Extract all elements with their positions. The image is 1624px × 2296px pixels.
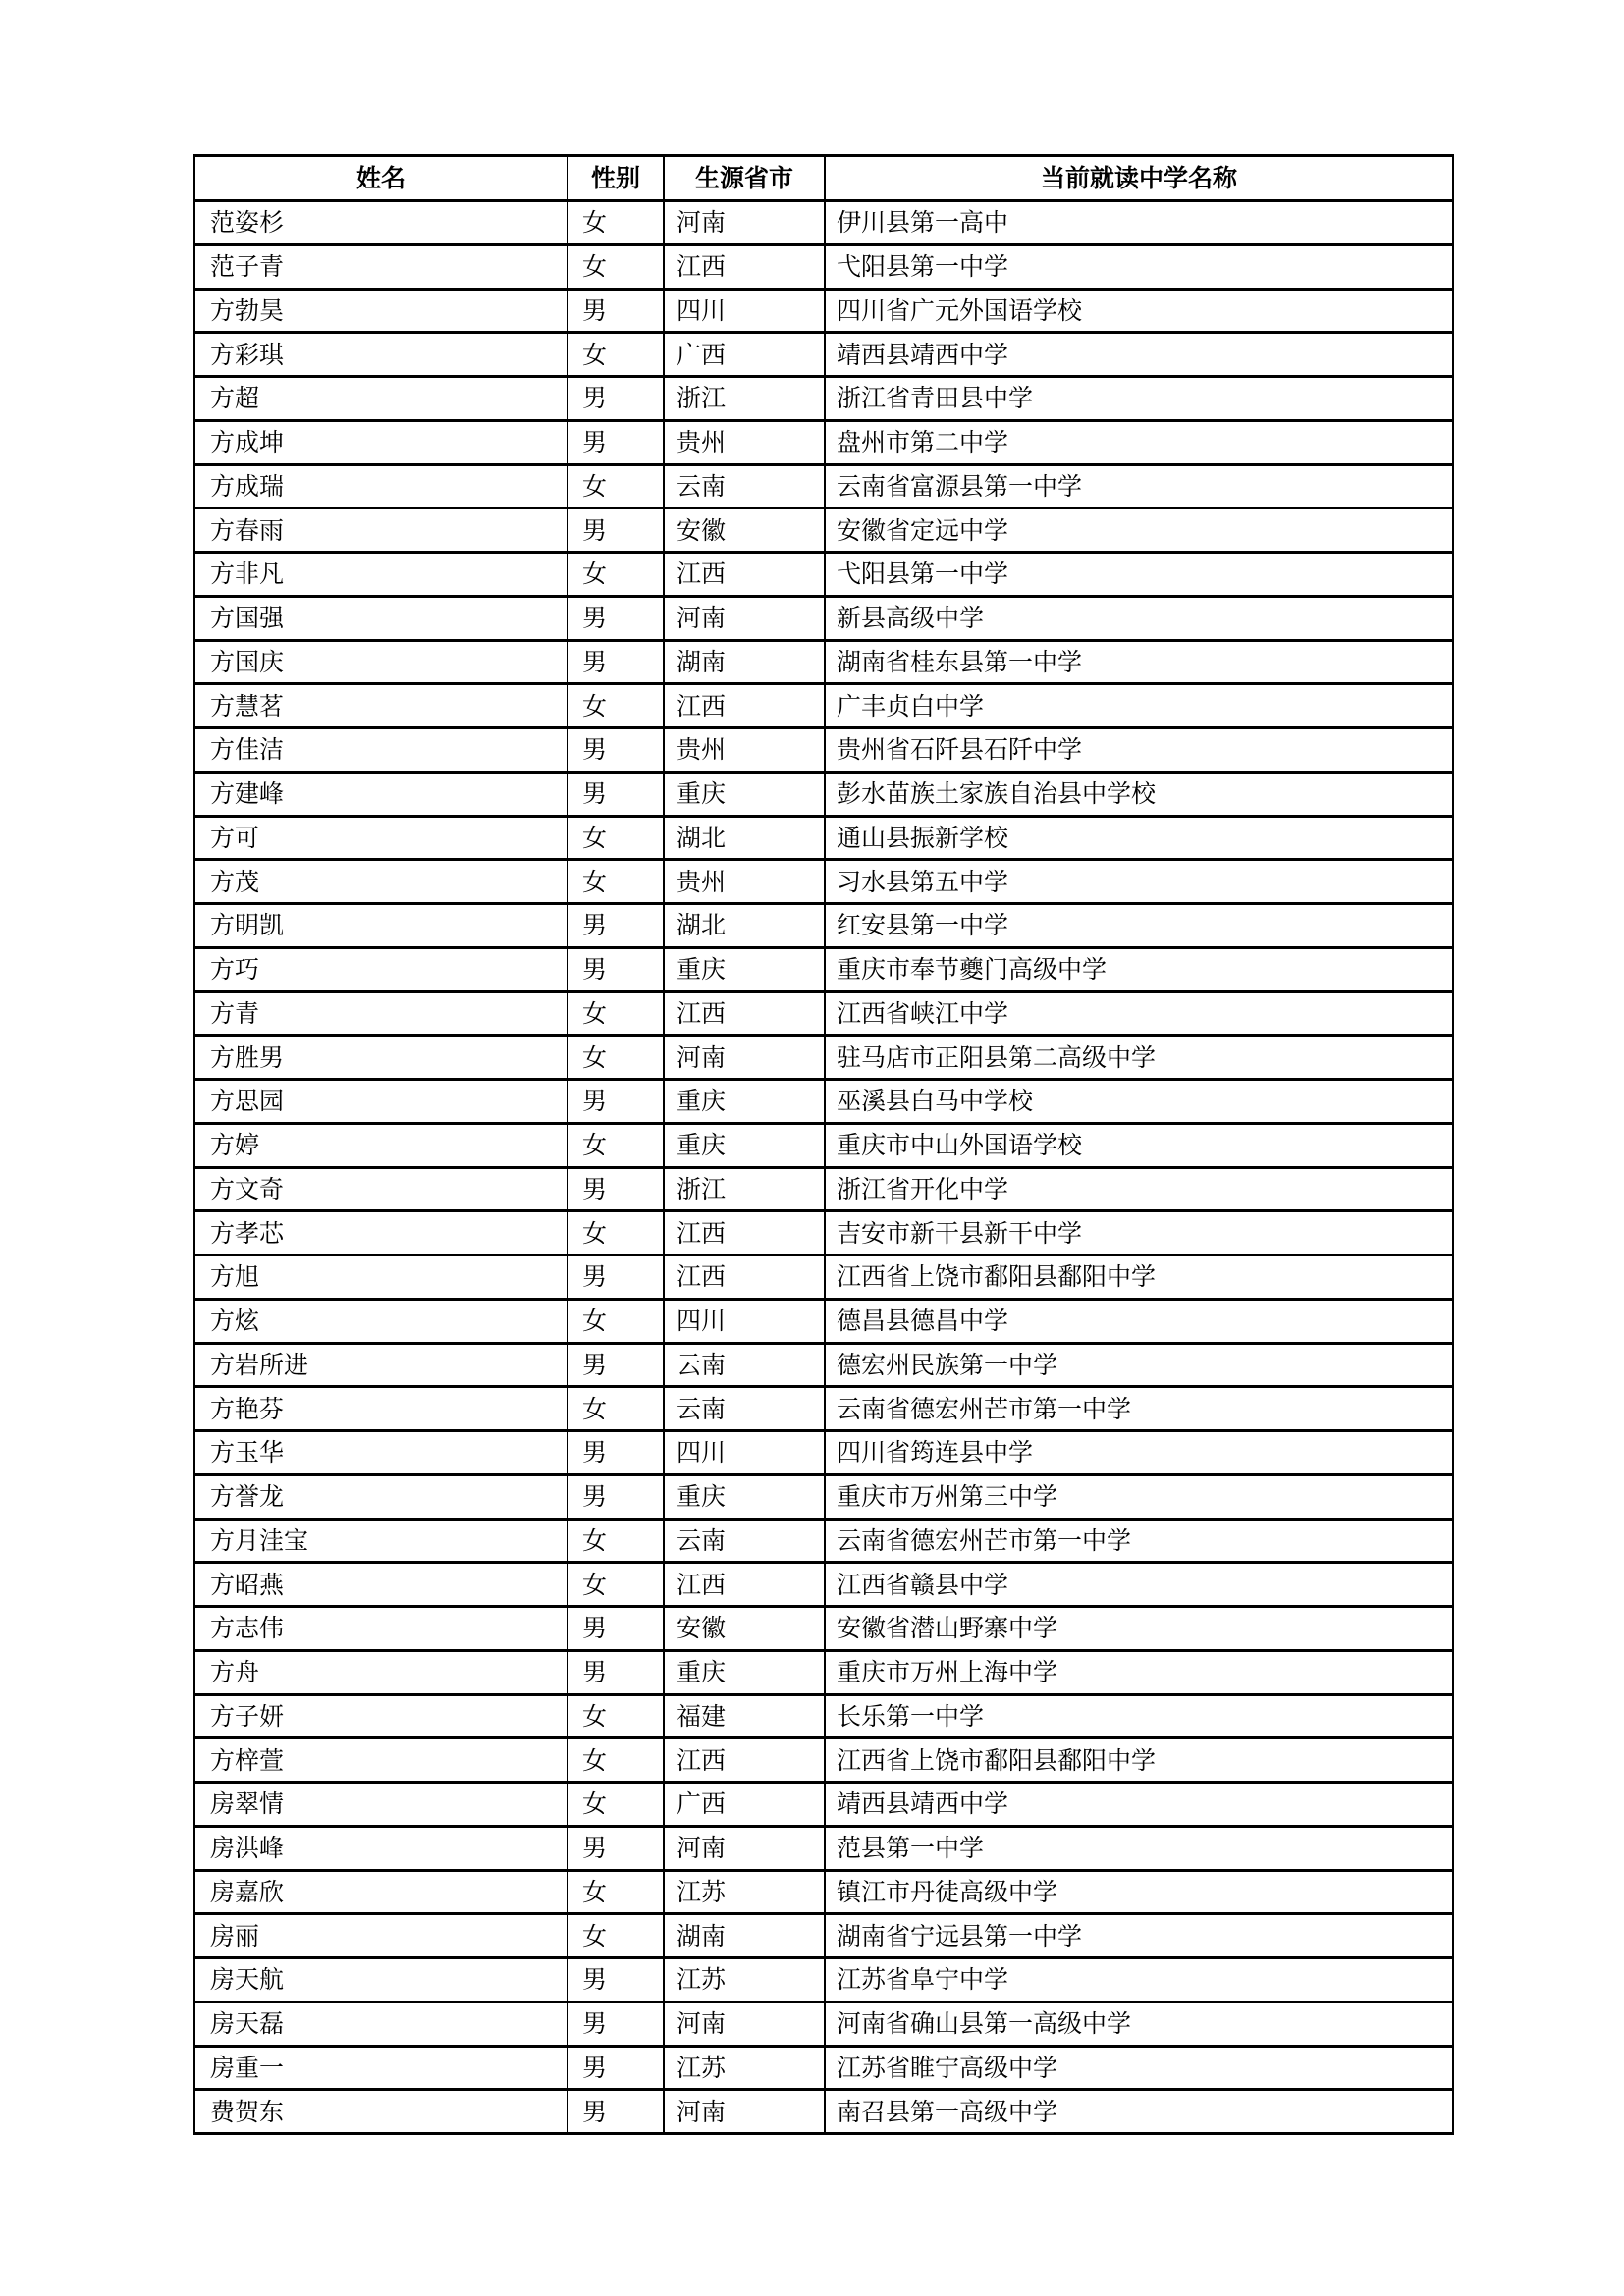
cell-gender: 女 [568, 1563, 664, 1607]
cell-gender: 男 [568, 1826, 664, 1870]
table-row [194, 816, 1453, 860]
cell-school: 江苏省睢宁高级中学 [825, 2046, 1453, 2090]
cell-school: 江西省赣县中学 [825, 1563, 1453, 1607]
cell-school: 云南省德宏州芒市第一中学 [825, 1387, 1453, 1431]
cell-name: 方超 [194, 377, 568, 421]
cell-province: 重庆 [664, 1123, 825, 1167]
cell-gender: 男 [568, 1343, 664, 1387]
table-row [194, 1431, 1453, 1475]
cell-school: 云南省富源县第一中学 [825, 464, 1453, 508]
cell-province: 安徽 [664, 508, 825, 553]
cell-name: 方勃昊 [194, 289, 568, 333]
cell-school: 彭水苗族土家族自治县中学校 [825, 772, 1453, 816]
cell-school: 浙江省青田县中学 [825, 377, 1453, 421]
cell-gender: 男 [568, 1431, 664, 1475]
cell-school: 江西省上饶市鄱阳县鄱阳中学 [825, 1738, 1453, 1783]
cell-school: 江西省峡江中学 [825, 991, 1453, 1036]
cell-name: 方月洼宝 [194, 1519, 568, 1563]
cell-school: 巫溪县白马中学校 [825, 1080, 1453, 1124]
cell-gender: 女 [568, 201, 664, 245]
cell-gender: 女 [568, 860, 664, 904]
table-row [194, 1167, 1453, 1211]
cell-name: 房天磊 [194, 2002, 568, 2046]
cell-school: 范县第一中学 [825, 1826, 1453, 1870]
cell-school: 德宏州民族第一中学 [825, 1343, 1453, 1387]
header-province: 生源省市 [664, 156, 825, 201]
cell-province: 河南 [664, 2002, 825, 2046]
cell-name: 房嘉欣 [194, 1870, 568, 1914]
table-row [194, 1914, 1453, 1958]
table-row [194, 1299, 1453, 1343]
cell-name: 方成坤 [194, 420, 568, 464]
cell-school: 习水县第五中学 [825, 860, 1453, 904]
cell-name: 方青 [194, 991, 568, 1036]
cell-province: 贵州 [664, 860, 825, 904]
cell-name: 房重一 [194, 2046, 568, 2090]
cell-gender: 男 [568, 1474, 664, 1519]
cell-province: 广西 [664, 333, 825, 377]
cell-school: 驻马店市正阳县第二高级中学 [825, 1036, 1453, 1080]
table-row [194, 2090, 1453, 2134]
table-body [194, 201, 1453, 2134]
cell-gender: 男 [568, 1167, 664, 1211]
cell-gender: 男 [568, 904, 664, 948]
table-row [194, 1826, 1453, 1870]
cell-name: 方志伟 [194, 1607, 568, 1651]
table-row [194, 1036, 1453, 1080]
cell-gender: 女 [568, 1738, 664, 1783]
cell-name: 房丽 [194, 1914, 568, 1958]
table-row [194, 2002, 1453, 2046]
table-row [194, 1870, 1453, 1914]
cell-province: 四川 [664, 1299, 825, 1343]
cell-name: 方春雨 [194, 508, 568, 553]
cell-province: 重庆 [664, 1080, 825, 1124]
cell-province: 江苏 [664, 1958, 825, 2002]
cell-province: 贵州 [664, 728, 825, 773]
cell-school: 云南省德宏州芒市第一中学 [825, 1519, 1453, 1563]
cell-school: 四川省广元外国语学校 [825, 289, 1453, 333]
cell-gender: 女 [568, 1387, 664, 1431]
cell-gender: 男 [568, 1958, 664, 2002]
cell-gender: 男 [568, 772, 664, 816]
cell-name: 方慧茗 [194, 684, 568, 728]
cell-name: 方思园 [194, 1080, 568, 1124]
cell-province: 江西 [664, 991, 825, 1036]
table-row [194, 1563, 1453, 1607]
table-row [194, 333, 1453, 377]
cell-school: 江苏省阜宁中学 [825, 1958, 1453, 2002]
cell-school: 红安县第一中学 [825, 904, 1453, 948]
cell-name: 范姿杉 [194, 201, 568, 245]
cell-province: 四川 [664, 289, 825, 333]
cell-school: 重庆市奉节夔门高级中学 [825, 947, 1453, 991]
cell-name: 方艳芬 [194, 1387, 568, 1431]
cell-school: 湖南省桂东县第一中学 [825, 640, 1453, 684]
header-gender: 性别 [568, 156, 664, 201]
cell-school: 德昌县德昌中学 [825, 1299, 1453, 1343]
cell-name: 方梓萱 [194, 1738, 568, 1783]
table-row [194, 553, 1453, 597]
table-row [194, 640, 1453, 684]
cell-gender: 男 [568, 2046, 664, 2090]
table-row [194, 947, 1453, 991]
cell-name: 方誉龙 [194, 1474, 568, 1519]
cell-province: 江西 [664, 1563, 825, 1607]
cell-gender: 男 [568, 508, 664, 553]
cell-province: 湖北 [664, 904, 825, 948]
cell-gender: 女 [568, 1783, 664, 1827]
cell-province: 江西 [664, 244, 825, 289]
cell-province: 河南 [664, 1036, 825, 1080]
cell-province: 福建 [664, 1694, 825, 1738]
cell-name: 方文奇 [194, 1167, 568, 1211]
cell-province: 湖北 [664, 816, 825, 860]
table-row [194, 201, 1453, 245]
cell-gender: 女 [568, 1694, 664, 1738]
cell-province: 云南 [664, 1387, 825, 1431]
table-row [194, 1519, 1453, 1563]
table-row [194, 1607, 1453, 1651]
table-row [194, 860, 1453, 904]
cell-name: 方茂 [194, 860, 568, 904]
table-row [194, 377, 1453, 421]
cell-name: 方昭燕 [194, 1563, 568, 1607]
cell-name: 费贺东 [194, 2090, 568, 2134]
table-header [194, 156, 1453, 201]
table-row [194, 464, 1453, 508]
cell-school: 长乐第一中学 [825, 1694, 1453, 1738]
cell-name: 方炫 [194, 1299, 568, 1343]
cell-gender: 男 [568, 377, 664, 421]
cell-gender: 男 [568, 596, 664, 640]
header-row [194, 156, 1453, 201]
cell-school: 浙江省开化中学 [825, 1167, 1453, 1211]
cell-name: 方玉华 [194, 1431, 568, 1475]
cell-name: 方孝芯 [194, 1211, 568, 1255]
cell-school: 弋阳县第一中学 [825, 553, 1453, 597]
cell-province: 江苏 [664, 2046, 825, 2090]
cell-gender: 男 [568, 1607, 664, 1651]
cell-province: 重庆 [664, 1650, 825, 1694]
cell-gender: 男 [568, 289, 664, 333]
table-row [194, 1123, 1453, 1167]
cell-gender: 男 [568, 1650, 664, 1694]
cell-province: 江西 [664, 684, 825, 728]
cell-gender: 男 [568, 2090, 664, 2134]
cell-name: 房洪峰 [194, 1826, 568, 1870]
cell-province: 河南 [664, 596, 825, 640]
cell-province: 广西 [664, 1783, 825, 1827]
cell-gender: 女 [568, 1914, 664, 1958]
table-row [194, 1211, 1453, 1255]
cell-province: 浙江 [664, 1167, 825, 1211]
table-row [194, 508, 1453, 553]
cell-school: 湖南省宁远县第一中学 [825, 1914, 1453, 1958]
table-row [194, 1738, 1453, 1783]
cell-name: 方子妍 [194, 1694, 568, 1738]
cell-school: 吉安市新干县新干中学 [825, 1211, 1453, 1255]
table-row [194, 1343, 1453, 1387]
cell-gender: 女 [568, 553, 664, 597]
cell-province: 云南 [664, 464, 825, 508]
cell-school: 弋阳县第一中学 [825, 244, 1453, 289]
table-row [194, 991, 1453, 1036]
table-row [194, 772, 1453, 816]
cell-province: 江苏 [664, 1870, 825, 1914]
cell-gender: 男 [568, 1255, 664, 1300]
cell-province: 安徽 [664, 1607, 825, 1651]
cell-gender: 女 [568, 1870, 664, 1914]
cell-name: 方舟 [194, 1650, 568, 1694]
cell-gender: 男 [568, 1080, 664, 1124]
table-row [194, 728, 1453, 773]
table-row [194, 2046, 1453, 2090]
cell-gender: 男 [568, 2002, 664, 2046]
cell-school: 重庆市万州第三中学 [825, 1474, 1453, 1519]
table-row [194, 1783, 1453, 1827]
table-row [194, 596, 1453, 640]
cell-school: 新县高级中学 [825, 596, 1453, 640]
cell-gender: 女 [568, 991, 664, 1036]
cell-gender: 女 [568, 816, 664, 860]
cell-school: 贵州省石阡县石阡中学 [825, 728, 1453, 773]
cell-gender: 女 [568, 1211, 664, 1255]
table-row [194, 1387, 1453, 1431]
cell-province: 湖南 [664, 640, 825, 684]
cell-name: 方明凯 [194, 904, 568, 948]
cell-province: 江西 [664, 1738, 825, 1783]
cell-name: 方岩所进 [194, 1343, 568, 1387]
cell-gender: 女 [568, 1519, 664, 1563]
cell-name: 方婷 [194, 1123, 568, 1167]
cell-school: 南召县第一高级中学 [825, 2090, 1453, 2134]
cell-school: 江西省上饶市鄱阳县鄱阳中学 [825, 1255, 1453, 1300]
table-row [194, 1080, 1453, 1124]
cell-province: 河南 [664, 1826, 825, 1870]
cell-province: 江西 [664, 1255, 825, 1300]
table-row [194, 289, 1453, 333]
cell-school: 重庆市万州上海中学 [825, 1650, 1453, 1694]
cell-school: 靖西县靖西中学 [825, 333, 1453, 377]
cell-province: 湖南 [664, 1914, 825, 1958]
cell-school: 靖西县靖西中学 [825, 1783, 1453, 1827]
table-row [194, 244, 1453, 289]
cell-province: 浙江 [664, 377, 825, 421]
cell-province: 河南 [664, 2090, 825, 2134]
cell-province: 河南 [664, 201, 825, 245]
table-row [194, 684, 1453, 728]
cell-gender: 女 [568, 684, 664, 728]
cell-gender: 女 [568, 333, 664, 377]
cell-gender: 女 [568, 1299, 664, 1343]
table-row [194, 1474, 1453, 1519]
cell-name: 方巧 [194, 947, 568, 991]
cell-province: 重庆 [664, 947, 825, 991]
cell-gender: 女 [568, 1123, 664, 1167]
cell-province: 重庆 [664, 772, 825, 816]
cell-name: 房翠情 [194, 1783, 568, 1827]
cell-school: 河南省确山县第一高级中学 [825, 2002, 1453, 2046]
cell-school: 通山县振新学校 [825, 816, 1453, 860]
table-row [194, 420, 1453, 464]
cell-school: 盘州市第二中学 [825, 420, 1453, 464]
header-school: 当前就读中学名称 [825, 156, 1453, 201]
cell-gender: 男 [568, 420, 664, 464]
cell-school: 镇江市丹徒高级中学 [825, 1870, 1453, 1914]
cell-name: 方国庆 [194, 640, 568, 684]
cell-name: 方成瑞 [194, 464, 568, 508]
cell-name: 方佳洁 [194, 728, 568, 773]
table-row [194, 1958, 1453, 2002]
cell-name: 范子青 [194, 244, 568, 289]
cell-name: 房天航 [194, 1958, 568, 2002]
cell-school: 重庆市中山外国语学校 [825, 1123, 1453, 1167]
cell-school: 四川省筠连县中学 [825, 1431, 1453, 1475]
cell-gender: 女 [568, 244, 664, 289]
cell-gender: 男 [568, 640, 664, 684]
header-name: 姓名 [194, 156, 568, 201]
cell-province: 江西 [664, 553, 825, 597]
cell-name: 方国强 [194, 596, 568, 640]
student-roster-table [193, 154, 1454, 2135]
cell-school: 广丰贞白中学 [825, 684, 1453, 728]
cell-gender: 女 [568, 464, 664, 508]
cell-gender: 男 [568, 728, 664, 773]
cell-gender: 女 [568, 1036, 664, 1080]
table-row [194, 1650, 1453, 1694]
cell-name: 方旭 [194, 1255, 568, 1300]
cell-school: 安徽省潜山野寨中学 [825, 1607, 1453, 1651]
cell-province: 重庆 [664, 1474, 825, 1519]
cell-province: 云南 [664, 1343, 825, 1387]
cell-school: 安徽省定远中学 [825, 508, 1453, 553]
cell-gender: 男 [568, 947, 664, 991]
cell-name: 方建峰 [194, 772, 568, 816]
cell-province: 四川 [664, 1431, 825, 1475]
cell-name: 方可 [194, 816, 568, 860]
cell-school: 伊川县第一高中 [825, 201, 1453, 245]
cell-province: 云南 [664, 1519, 825, 1563]
table-row [194, 904, 1453, 948]
cell-province: 贵州 [664, 420, 825, 464]
table-row [194, 1694, 1453, 1738]
cell-province: 江西 [664, 1211, 825, 1255]
cell-name: 方胜男 [194, 1036, 568, 1080]
cell-name: 方非凡 [194, 553, 568, 597]
table-row [194, 1255, 1453, 1300]
cell-name: 方彩琪 [194, 333, 568, 377]
